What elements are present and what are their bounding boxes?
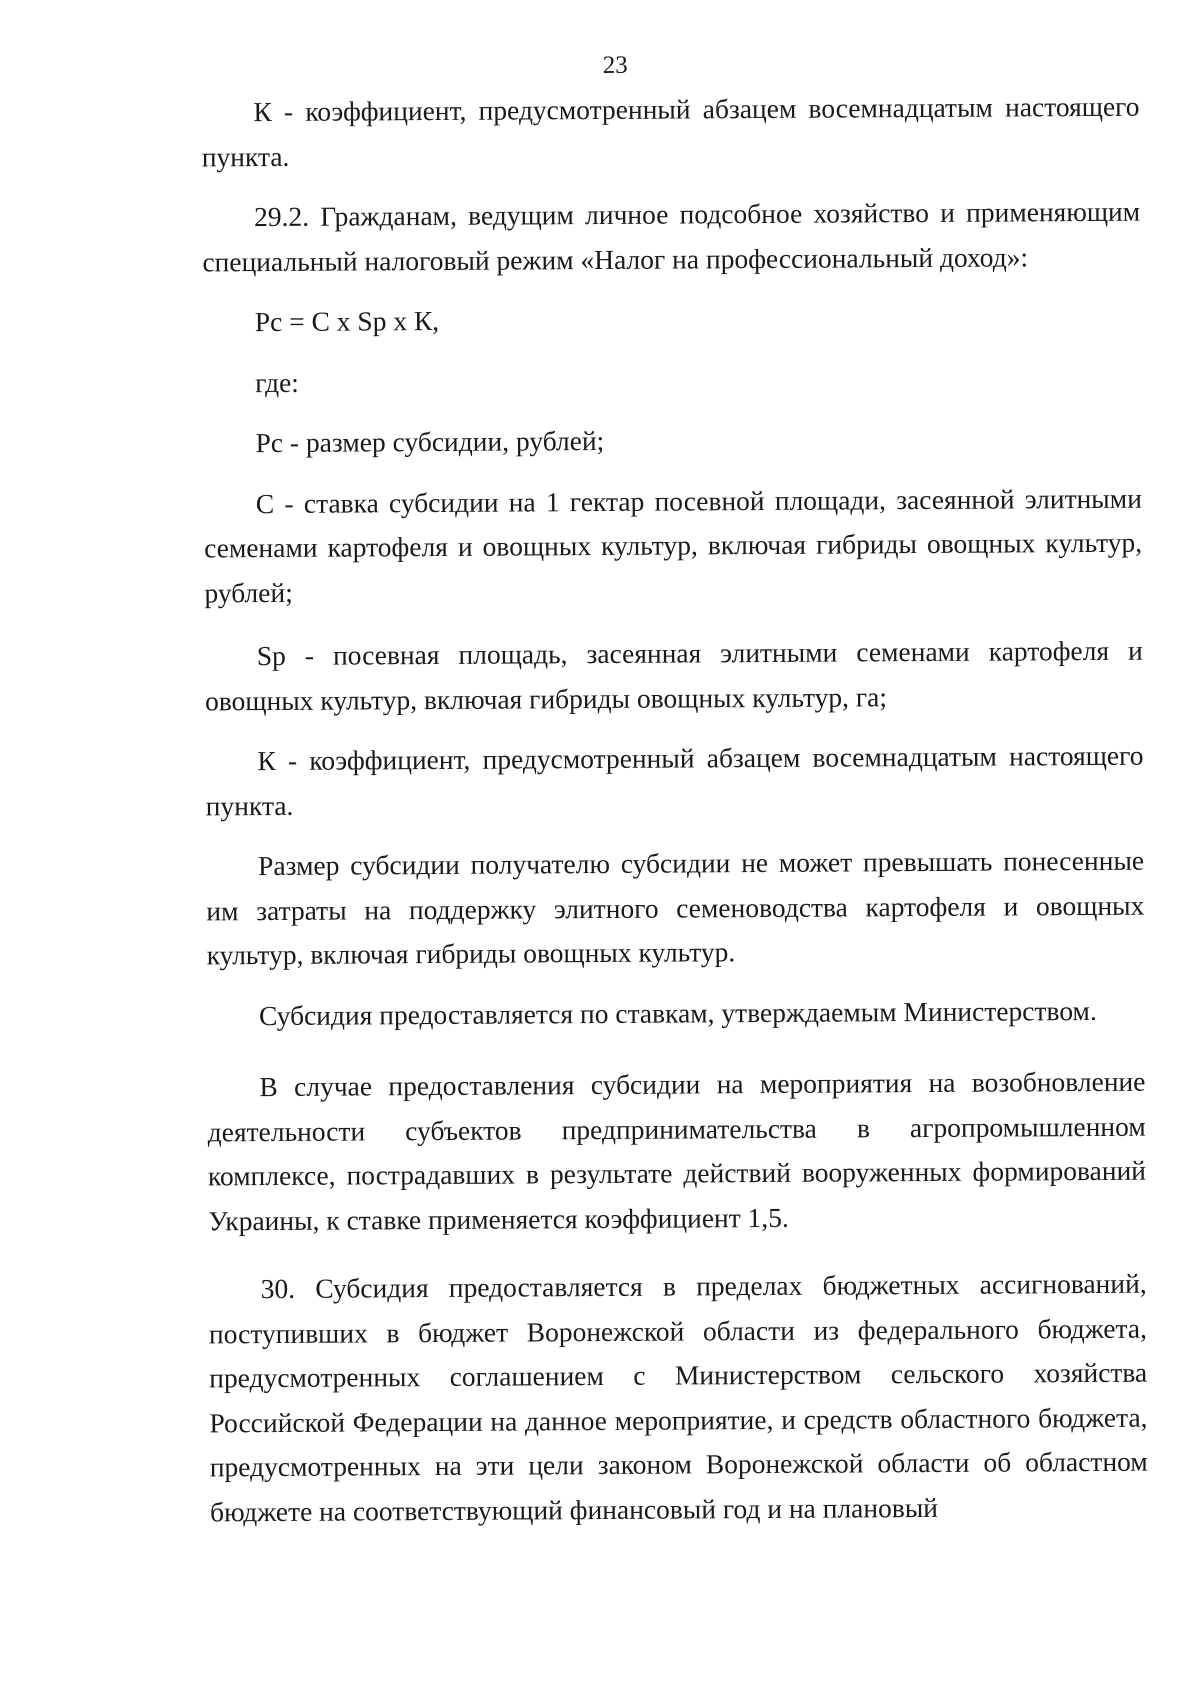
definition-sp: Sp - посевная площадь, засеянная элитными семенами картофеля и овощных культур, включая гибриды овощных культур, га;: [204, 634, 1143, 716]
paragraph-coefficient-k: К - коэффициент, предусмотренный абзацем восемнадцатым настоящего пункта.: [201, 90, 1140, 172]
paragraph-30: 30. Субсидия предоставляется в пределах бюджетных ассигнований, поступивших в бюджет Воронежской области из федерального бюджета, предусмотренных соглашением с Министерством сельского хозяйства Российской Федерации на данное мероприятие, и средств областного бюджета, предусмотренных на эти цели законом Воронежской области об областном бюджете на соответствующий финансовый год и на плановый: [208, 1267, 1148, 1527]
document-body: [201, 85, 1148, 1535]
definition-rc: Рс - размер субсидии, рублей;: [255, 424, 605, 459]
paragraph-subsidy-limit: Размер субсидии получателю субсидии не может превышать понесенные им затраты на поддержку элитного семеноводства картофеля и овощных культур, включая гибриды овощных культур.: [206, 844, 1145, 971]
definition-k: К - коэффициент, предусмотренный абзацем восемнадцатым настоящего пункта.: [205, 739, 1144, 821]
page-number: 23: [602, 51, 628, 79]
paragraph-29-2: 29.2. Гражданам, ведущим личное подсобное хозяйство и применяющим специальный налоговый режим «Налог на профессиональный доход»:: [202, 195, 1141, 277]
paragraph-subsidy-rates: Субсидия предоставляется по ставкам, утверждаемым Министерством.: [258, 994, 1097, 1031]
definition-c: С - ставка субсидии на 1 гектар посевной площади, засеянной элитными семенами картофеля и овощных культур, включая гибриды овощных культур, рублей;: [204, 482, 1143, 608]
paragraph-coefficient-1-5: В случае предоставления субсидии на мероприятия на возобновление деятельности субъектов предпринимательства в агропромышленном комплексе, пострадавших в результате действий вооруженных формирований Украины, к ставке применяется коэффициент 1,5.: [207, 1065, 1147, 1236]
formula-where: где:: [255, 366, 299, 398]
formula: Рс = С x Sp x К,: [254, 304, 440, 338]
